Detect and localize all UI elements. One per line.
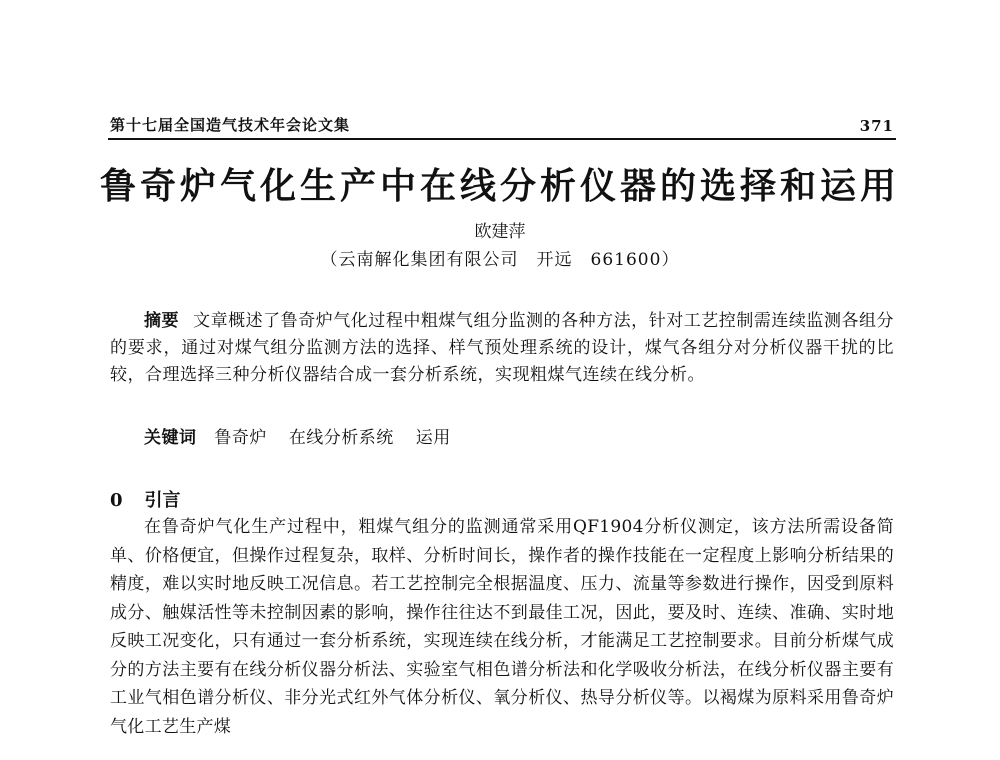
collection-title: 第十七届全国造气技术年会论文集 [110,116,351,134]
keyword-item: 运用 [415,428,451,448]
section-number: 0 [110,490,123,511]
keywords-label: 关键词 [144,428,197,448]
abstract-label: 摘要 [144,311,180,331]
keywords [144,425,894,452]
page-number: 371 [859,117,894,135]
author-name: 欧建萍 [474,222,526,242]
body-paragraph: 在鲁奇炉气化生产过程中，粗煤气组分的监测通常采用QF1904分析仪测定，该方法所需设备简单、价格便宜，但操作过程复杂，取样、分析时间长，操作者的操作技能在一定程度上影响分析结果的精度，难以实时地反映工况信息。若工艺控制完全根据温度、压力、流量等参数进行操作，因受到原料成分、触媒活性等未控制因素的影响，操作往往达不到最佳工况，因此，要及时、连续、准确、实时地反映工况变化，只有通过一套分析系统，实现连续在线分析，才能满足工艺控制要求。目前分析煤气成分的方法主要有在线分析仪器分析法、实验室气相色谱分析法和化学吸收分析法，在线分析仪器主要有工业气相色谱分析仪、非分光式红外气体分析仪、氧分析仪、热导分析仪等。以褐煤为原料采用鲁奇炉气化工艺生产煤 [110,517,894,737]
author-affiliation: （云南解化集团有限公司 开远 661600） [320,250,680,270]
header-rule [108,138,896,140]
running-header [110,114,894,135]
abstract-text: 文章概述了鲁奇炉气化过程中粗煤气组分监测的各种方法，针对工艺控制需连续监测各组分的要求，通过对煤气组分监测方法的选择、样气预处理系统的设计，煤气各组分对分析仪器干扰的比较，合理选择三种分析仪器结合成一套分析系统，实现粗煤气连续在线分析。 [110,311,895,385]
abstract [110,308,894,389]
paper-title: 鲁奇炉气化生产中在线分析仪器的选择和运用 [99,165,900,207]
keyword-item: 鲁奇炉 [214,428,267,448]
keyword-item: 在线分析系统 [288,428,394,448]
section-title: 引言 [144,490,181,511]
section-heading [110,486,181,512]
